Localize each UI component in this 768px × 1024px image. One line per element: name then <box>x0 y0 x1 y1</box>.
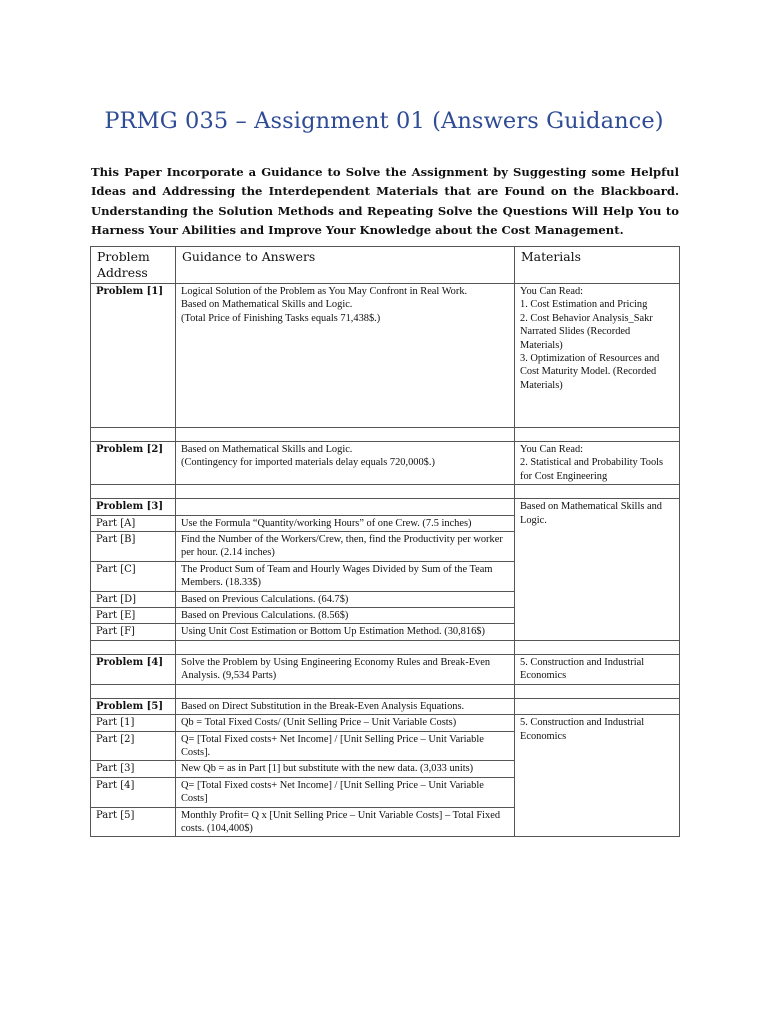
problem-3-guidance <box>176 499 515 515</box>
part-guidance: Based on Previous Calculations. (64.7$) <box>176 591 515 607</box>
part-label: Part [F] <box>91 624 176 640</box>
part-guidance: The Product Sum of Team and Hourly Wages Divided by Sum of the Team Members. (18.33$) <box>176 561 515 591</box>
table-row <box>91 284 680 428</box>
problem-2-guidance <box>176 442 515 485</box>
part-label: Part [D] <box>91 591 176 607</box>
problem-2-address: Problem [2] <box>91 442 176 485</box>
materials-line: 2. Statistical and Probability Tools for Cost Engineering <box>520 457 664 482</box>
part-guidance: Find the Number of the Workers/Crew, then, find the Productivity per worker per hour. (2.14 inches) <box>176 532 515 562</box>
guidance-line: Logical Solution of the Problem as You May Confront in Real Work. <box>181 286 468 297</box>
guidance-table <box>90 246 680 837</box>
part-label: Part [3] <box>91 761 176 777</box>
part-guidance: Q= [Total Fixed costs+ Net Income] / [Unit Selling Price – Unit Variable Costs] <box>176 777 515 807</box>
problem-4-materials: 5. Construction and Industrial Economics <box>515 654 680 684</box>
intro-paragraph: This Paper Incorporate a Guidance to Solve the Assignment by Suggesting some Helpful Ideas and Addressing the Interdependent Materials that are Found on the Blackboard. Understanding the Solution Methods and Repeating Solve the Questions Will Help You to Harness Your Abilities and Improve Your Knowledge about the Cost Management. <box>91 165 679 238</box>
table-row <box>91 499 680 515</box>
part-label: Part [B] <box>91 532 176 562</box>
guidance-line: (Contingency for imported materials delay equals 720,000$.) <box>181 457 435 469</box>
table-row <box>91 715 680 731</box>
spacer-row <box>91 485 680 499</box>
guidance-line: Based on Mathematical Skills and Logic. <box>181 299 353 311</box>
problem-3-address: Problem [3] <box>91 499 176 515</box>
header-guidance: Guidance to Answers <box>176 247 515 284</box>
part-guidance: Q= [Total Fixed costs+ Net Income] / [Unit Selling Price – Unit Variable Costs]. <box>176 731 515 761</box>
table-row <box>91 442 680 485</box>
part-label: Part [4] <box>91 777 176 807</box>
table-header-row <box>91 247 680 284</box>
problem-4-address: Problem [4] <box>91 654 176 684</box>
problem-1-guidance <box>176 284 515 428</box>
part-label: Part [C] <box>91 561 176 591</box>
problem-5-materials: 5. Construction and Industrial Economics <box>515 715 680 837</box>
materials-line: 1. Cost Estimation and Pricing <box>520 299 648 311</box>
spacer-row <box>91 684 680 698</box>
part-label: Part [5] <box>91 807 176 837</box>
materials-line: 2. Cost Behavior Analysis_Sakr Narrated Slides (Recorded Materials) <box>520 312 653 351</box>
materials-line: You Can Read: <box>520 444 584 455</box>
part-label: Part [A] <box>91 515 176 531</box>
problem-1-materials <box>515 284 680 428</box>
spacer-row <box>91 640 680 654</box>
guidance-line: (Total Price of Finishing Tasks equals 71,438$.) <box>181 312 381 324</box>
materials-line: You Can Read: <box>520 286 584 297</box>
table-row <box>91 698 680 714</box>
problem-5-address: Problem [5] <box>91 698 176 714</box>
part-guidance: Qb = Total Fixed Costs/ (Unit Selling Price – Unit Variable Costs) <box>176 715 515 731</box>
table-row <box>91 654 680 684</box>
part-label: Part [1] <box>91 715 176 731</box>
problem-1-address: Problem [1] <box>91 284 176 428</box>
spacer-row <box>91 428 680 442</box>
part-label: Part [E] <box>91 608 176 624</box>
part-guidance: Based on Previous Calculations. (8.56$) <box>176 608 515 624</box>
part-label: Part [2] <box>91 731 176 761</box>
problem-5-guidance: Based on Direct Substitution in the Break-Even Analysis Equations. <box>176 698 515 714</box>
page-title: PRMG 035 – Assignment 01 (Answers Guidance) <box>104 108 664 134</box>
problem-3-materials: Based on Mathematical Skills and Logic. <box>515 499 680 641</box>
materials-line: 3. Optimization of Resources and Cost Maturity Model. (Recorded Materials) <box>520 353 660 391</box>
header-problem-address: Problem Address <box>91 247 176 284</box>
part-guidance: Use the Formula “Quantity/working Hours” of one Crew. (7.5 inches) <box>176 515 515 531</box>
guidance-line: Based on Mathematical Skills and Logic. <box>181 444 353 455</box>
part-guidance: Monthly Profit= Q x [Unit Selling Price – Unit Variable Costs] – Total Fixed costs. (104,400$) <box>176 807 515 837</box>
problem-4-guidance: Solve the Problem by Using Engineering Economy Rules and Break-Even Analysis. (9,534 Parts) <box>176 654 515 684</box>
part-guidance: New Qb = as in Part [1] but substitute with the new data. (3,033 units) <box>176 761 515 777</box>
problem-2-materials <box>515 442 680 485</box>
header-materials: Materials <box>515 247 680 284</box>
problem-5-materials-blank <box>515 698 680 714</box>
part-guidance: Using Unit Cost Estimation or Bottom Up Estimation Method. (30,816$) <box>176 624 515 640</box>
